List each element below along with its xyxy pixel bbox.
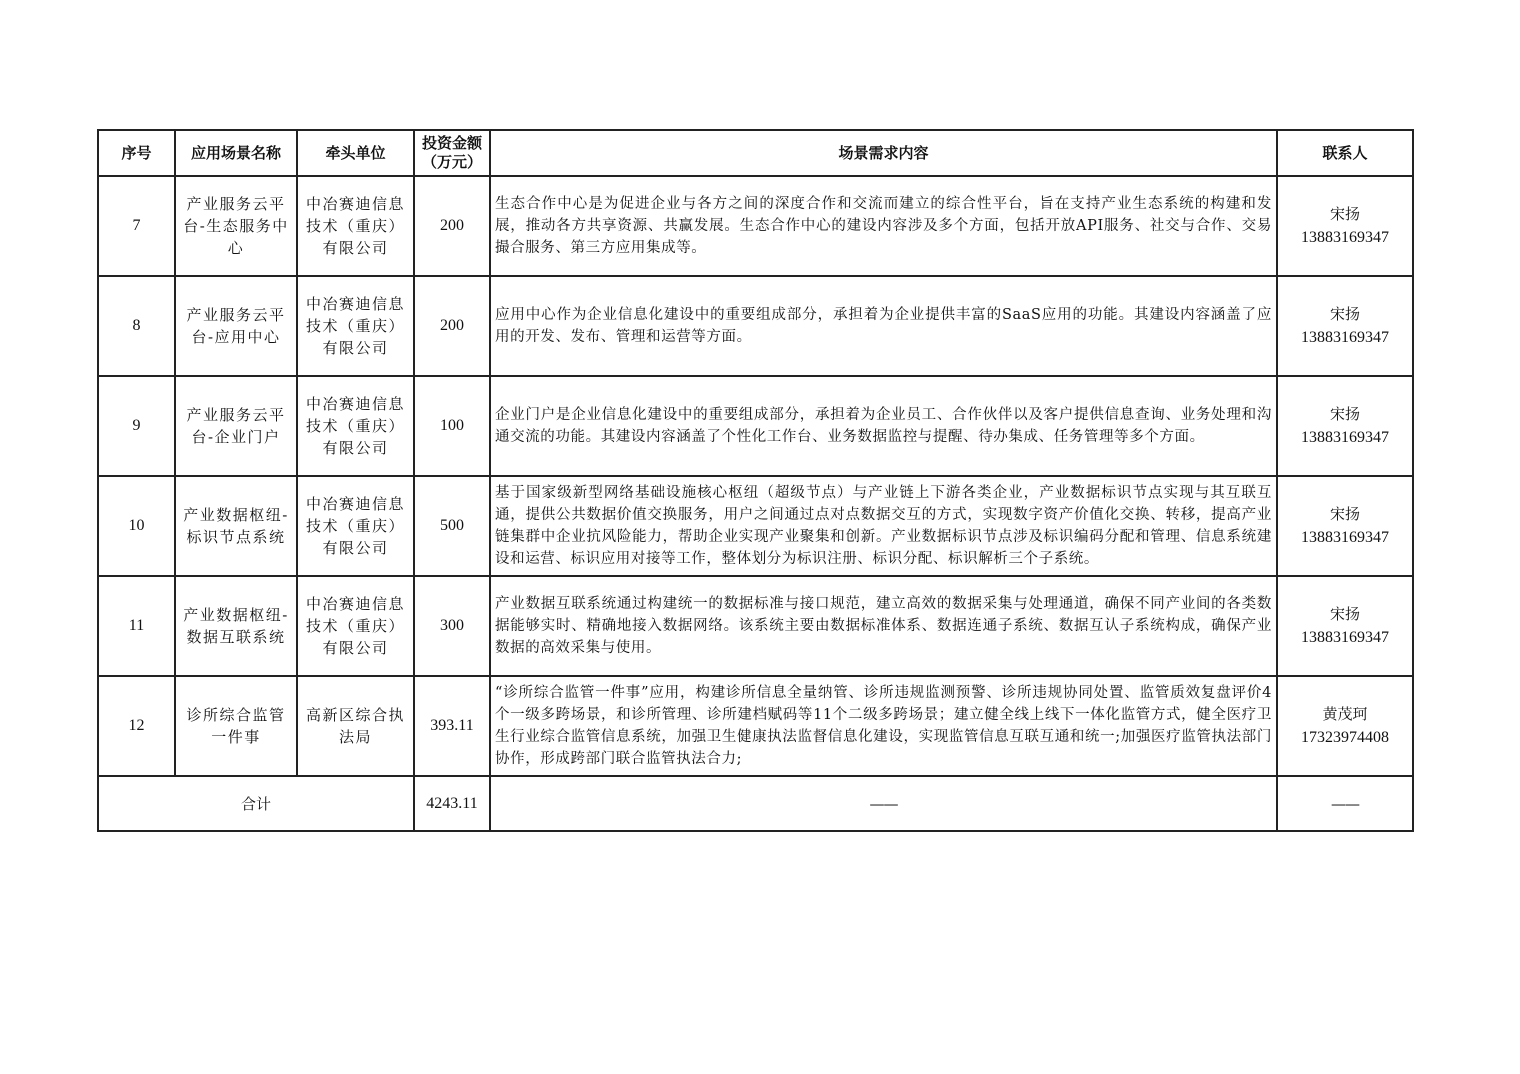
header-name: 应用场景名称 [175, 130, 297, 176]
row-desc [490, 576, 1277, 676]
row-no: 11 [98, 576, 175, 676]
contact-phone: 13883169347 [1301, 529, 1389, 546]
row-contact [1277, 676, 1413, 776]
contact-name: 宋扬 [1329, 505, 1360, 523]
table-row [98, 576, 1413, 676]
row-desc [490, 476, 1277, 576]
row-contact [1277, 576, 1413, 676]
row-contact [1277, 276, 1413, 376]
contact-phone: 13883169347 [1301, 629, 1389, 646]
contact-name: 黄茂珂 [1322, 705, 1368, 723]
row-unit: 中冶赛迪信息技术（重庆）有限公司 [297, 276, 414, 376]
table-row [98, 276, 1413, 376]
table-row [98, 176, 1413, 276]
row-contact [1277, 376, 1413, 476]
table-row [98, 676, 1413, 776]
row-contact [1277, 176, 1413, 276]
row-amount: 393.11 [414, 676, 490, 776]
header-no: 序号 [98, 130, 175, 176]
header-contact: 联系人 [1277, 130, 1413, 176]
row-amount: 100 [414, 376, 490, 476]
total-row [98, 776, 1413, 831]
table-header [98, 130, 1413, 176]
total-desc-dash: —— [490, 776, 1277, 831]
total-label: 合计 [98, 776, 414, 831]
row-unit: 中冶赛迪信息技术（重庆）有限公司 [297, 176, 414, 276]
row-name: 产业服务云平台-企业门户 [175, 376, 297, 476]
table-body [98, 176, 1413, 831]
row-amount: 200 [414, 176, 490, 276]
row-desc [490, 176, 1277, 276]
contact-name: 宋扬 [1329, 405, 1360, 423]
row-desc [490, 276, 1277, 376]
row-amount: 500 [414, 476, 490, 576]
row-desc-text: 企业门户是企业信息化建设中的重要组成部分，承担着为企业员工、合作伙伴以及客户提供信息查询、业务处理和沟通交流的功能。其建设内容涵盖了个性化工作台、业务数据监控与提醒、待办集成、任务管理等多个方面。 [495, 407, 1272, 445]
row-name: 诊所综合监管一件事 [175, 676, 297, 776]
row-no: 10 [98, 476, 175, 576]
header-desc: 场景需求内容 [490, 130, 1277, 176]
row-desc-text: 应用中心作为企业信息化建设中的重要组成部分，承担着为企业提供丰富的SaaS应用的功能。其建设内容涵盖了应用的开发、发布、管理和运营等方面。 [495, 307, 1272, 345]
row-name: 产业服务云平台-生态服务中心 [175, 176, 297, 276]
contact-phone: 13883169347 [1301, 229, 1389, 246]
contact-phone: 13883169347 [1301, 429, 1389, 446]
contact-name: 宋扬 [1329, 605, 1360, 623]
header-unit: 牵头单位 [297, 130, 414, 176]
contact-name: 宋扬 [1329, 205, 1360, 223]
row-no: 8 [98, 276, 175, 376]
project-table [97, 129, 1414, 832]
table-row [98, 376, 1413, 476]
row-desc [490, 676, 1277, 776]
row-no: 12 [98, 676, 175, 776]
contact-phone: 13883169347 [1301, 329, 1389, 346]
row-amount: 200 [414, 276, 490, 376]
row-desc-text: 产业数据互联系统通过构建统一的数据标准与接口规范，建立高效的数据采集与处理通道，确保不同产业间的各类数据能够实时、精确地接入数据网络。该系统主要由数据标准体系、数据连通子系统、数据互认子系统构成，确保产业数据的高效采集与使用。 [495, 596, 1272, 656]
total-contact-dash: —— [1277, 776, 1413, 831]
row-amount: 300 [414, 576, 490, 676]
header-row [98, 130, 1413, 176]
row-desc-text: 生态合作中心是为促进企业与各方之间的深度合作和交流而建立的综合性平台，旨在支持产业生态系统的构建和发展，推动各方共享资源、共赢发展。生态合作中心的建设内容涉及多个方面，包括开放API服务、社交与合作、交易撮合服务、第三方应用集成等。 [495, 196, 1272, 256]
total-amount: 4243.11 [414, 776, 490, 831]
row-no: 7 [98, 176, 175, 276]
header-amount [414, 130, 490, 176]
row-name: 产业服务云平台-应用中心 [175, 276, 297, 376]
row-unit: 中冶赛迪信息技术（重庆）有限公司 [297, 576, 414, 676]
row-no: 9 [98, 376, 175, 476]
header-amount-line1: 投资金额 [421, 134, 482, 152]
row-unit: 中冶赛迪信息技术（重庆）有限公司 [297, 476, 414, 576]
row-name: 产业数据枢纽-数据互联系统 [175, 576, 297, 676]
contact-phone: 17323974408 [1301, 729, 1389, 746]
row-name: 产业数据枢纽-标识节点系统 [175, 476, 297, 576]
header-amount-line2: （万元） [421, 153, 482, 171]
row-contact [1277, 476, 1413, 576]
table-row [98, 476, 1413, 576]
contact-name: 宋扬 [1329, 305, 1360, 323]
row-desc-text: “诊所综合监管一件事”应用，构建诊所信息全量纳管、诊所违规监测预警、诊所违规协同处置、监管质效复盘评价4个一级多跨场景，和诊所管理、诊所建档赋码等11个二级多跨场景；建立健全线上线下一体化监管方式，健全医疗卫生行业综合监管信息系统，加强卫生健康执法监督信息化建设，实现监管信息互联互通和统一;加强医疗监管执法部门协作，形成跨部门联合监管执法合力; [495, 685, 1272, 767]
row-desc-text: 基于国家级新型网络基础设施核心枢纽（超级节点）与产业链上下游各类企业，产业数据标识节点实现与其互联互通，提供公共数据价值交换服务，用户之间通过点对点数据交互的方式，实现数字资产价值化交换、转移，提高产业链集群中企业抗风险能力，帮助企业实现产业聚集和创新。产业数据标识节点涉及标识编码分配和管理、信息系统建设和运营、标识应用对接等工作，整体划分为标识注册、标识分配、标识解析三个子系统。 [495, 485, 1272, 567]
row-desc [490, 376, 1277, 476]
row-unit: 高新区综合执法局 [297, 676, 414, 776]
row-unit: 中冶赛迪信息技术（重庆）有限公司 [297, 376, 414, 476]
